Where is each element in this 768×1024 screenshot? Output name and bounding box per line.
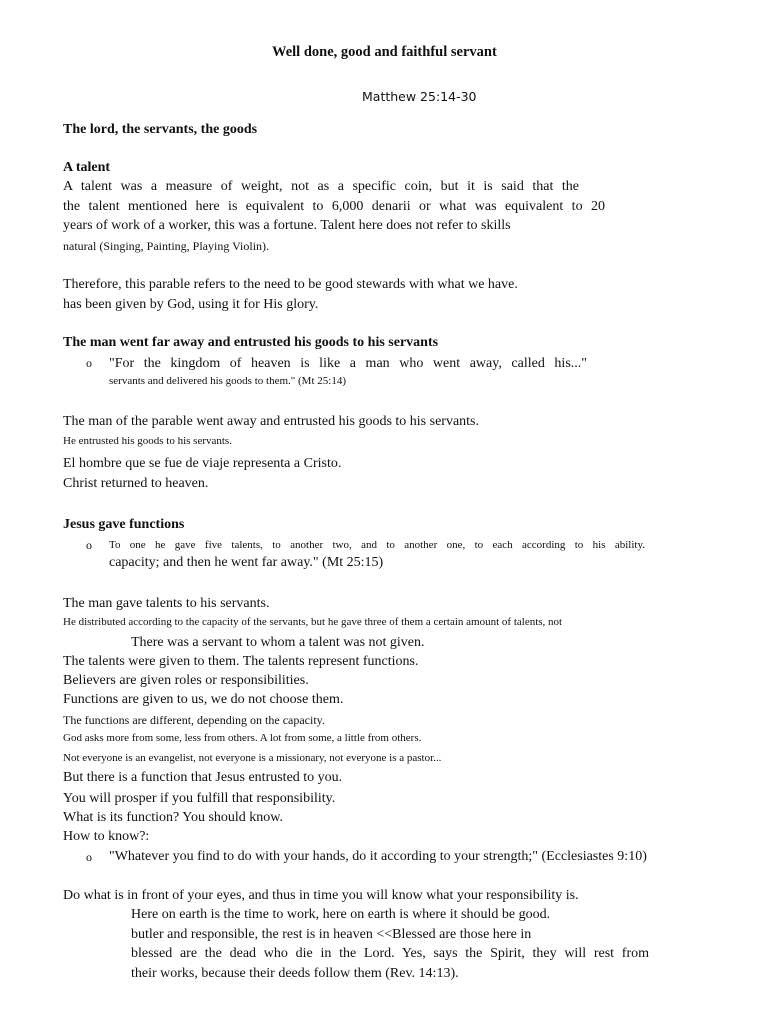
section-heading-a-talent: A talent [63, 160, 111, 175]
closing-paragraph-line: Do what is in front of your eyes, and thus in time you will know what your responsibility is. [63, 888, 579, 903]
paragraph-line: There was a servant to whom a talent was not given. [131, 635, 425, 650]
paragraph-line: The functions are different, depending on the capacity. [63, 713, 325, 727]
paragraph-line: Functions are given to us, we do not choose them. [63, 692, 344, 707]
paragraph-line: Christ returned to heaven. [63, 476, 209, 491]
paragraph-line: He distributed according to the capacity of the servants, but he gave three of them a certain amount of talents, not [63, 616, 563, 628]
paragraph-line: Not everyone is an evangelist, not everyone is a missionary, not everyone is a pastor... [63, 752, 442, 764]
document-title: Well done, good and faithful servant [272, 44, 497, 60]
paragraph-line: God asks more from some, less from others. A lot from some, a little from others. [63, 732, 422, 744]
paragraph-line: The man of the parable went away and entrusted his goods to his servants. [63, 414, 480, 429]
quote-mt-25-14-line: "For the kingdom of heaven is like a man who went away, called his..." [109, 356, 587, 371]
quote-ecclesiastes-9-10: "Whatever you find to do with your hands, do it according to your strength;" (Ecclesiastes 9:10) [109, 849, 647, 864]
paragraph-line: The man gave talents to his servants. [63, 596, 270, 611]
bullet-marker: o [86, 850, 92, 864]
closing-paragraph-line: butler and responsible, the rest is in heaven <<Blessed are those here in [131, 927, 532, 942]
section-heading-lord-servants-goods: The lord, the servants, the goods [63, 122, 258, 137]
section-heading-jesus-gave-functions: Jesus gave functions [63, 517, 185, 532]
bullet-marker: o [86, 538, 92, 552]
section-heading-man-went-away: The man went far away and entrusted his goods to his servants [63, 335, 439, 350]
paragraph-line: You will prosper if you fulfill that responsibility. [63, 791, 336, 806]
stewardship-paragraph-line: has been given by God, using it for His glory. [63, 297, 319, 312]
talent-paragraph-line: the talent mentioned here is equivalent to 6,000 denarii or what was equivalent to 20 [63, 199, 605, 214]
quote-mt-25-15-line: To one he gave five talents, to another two, and to another one, to each according to his ability. [109, 539, 645, 551]
bullet-marker: o [86, 356, 92, 370]
paragraph-line: What is its function? You should know. [63, 810, 283, 825]
paragraph-line: But there is a function that Jesus entrusted to you. [63, 770, 343, 785]
scripture-reference: Matthew 25:14-30 [362, 89, 477, 104]
quote-mt-25-14-line: servants and delivered his goods to them." (Mt 25:14) [109, 375, 346, 387]
paragraph-line: El hombre que se fue de viaje representa a Cristo. [63, 456, 342, 471]
talent-paragraph-line: years of work of a worker, this was a fortune. Talent here does not refer to skills [63, 218, 511, 233]
paragraph-line: Believers are given roles or responsibilities. [63, 673, 309, 688]
closing-paragraph-line: blessed are the dead who die in the Lord. Yes, says the Spirit, they will rest from [131, 946, 649, 961]
closing-paragraph-line: Here on earth is the time to work, here on earth is where it should be good. [131, 907, 551, 922]
talent-paragraph-line: A talent was a measure of weight, not as a specific coin, but it is said that the [63, 179, 579, 194]
talent-paragraph-line: natural (Singing, Painting, Playing Violin). [63, 239, 270, 253]
stewardship-paragraph-line: Therefore, this parable refers to the need to be good stewards with what we have. [63, 277, 518, 292]
quote-mt-25-15-line: capacity; and then he went far away." (Mt 25:15) [109, 555, 384, 570]
paragraph-line: How to know?: [63, 829, 150, 844]
paragraph-line: The talents were given to them. The talents represent functions. [63, 654, 419, 669]
paragraph-line: He entrusted his goods to his servants. [63, 435, 232, 447]
closing-paragraph-line: their works, because their deeds follow them (Rev. 14:13). [131, 966, 459, 981]
